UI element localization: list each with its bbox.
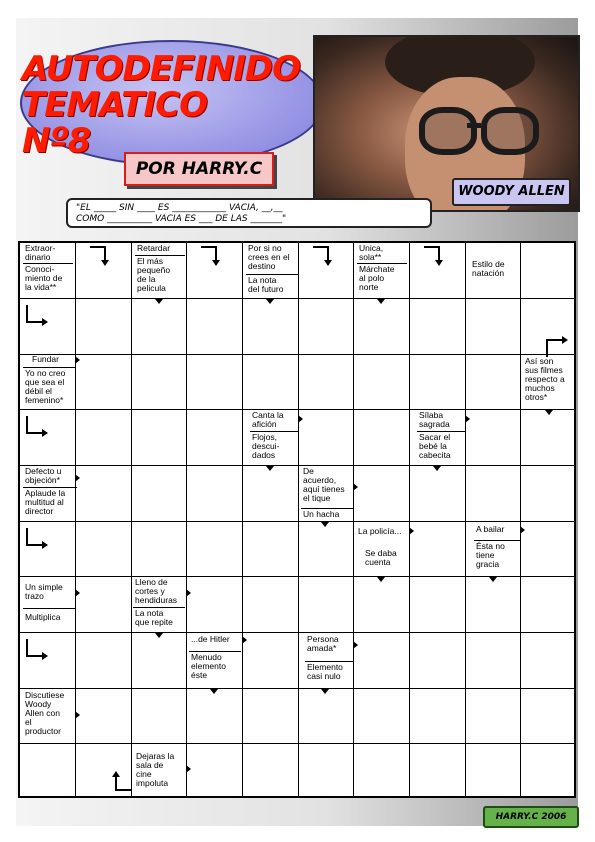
clue-de-hitler: ...de Hitler <box>191 634 230 644</box>
clue-la-policia: La policía... <box>358 526 402 536</box>
quote-line-1: "EL _____ SIN ____ ES ____________ VACIA, __,__ <box>76 203 283 213</box>
arrow-right-icon <box>353 641 358 649</box>
arrow-right-icon <box>75 356 80 364</box>
arrow-right-icon <box>353 483 358 491</box>
arrow-icon <box>115 777 131 791</box>
arrow-right-icon <box>186 589 191 597</box>
arrow-down-icon <box>266 466 274 471</box>
arrow-icon <box>26 416 42 434</box>
author-label: POR HARRY.C <box>124 152 274 186</box>
arrow-right-icon <box>242 636 247 644</box>
footer-signature: HARRY.C 2006 <box>483 806 579 828</box>
arrow-down-icon <box>433 466 441 471</box>
arrow-down-icon <box>377 299 385 304</box>
clue-dejaras-la-sala: Dejaras la sala de cine impoluta <box>136 751 175 788</box>
clue-asi-son: Así son sus filmes respecto a muchos otros* <box>525 356 565 402</box>
clue-nota-futuro: La nota del futuro <box>246 274 298 295</box>
arrow-right-icon <box>75 589 80 597</box>
clue-silaba-sagrada: Sílaba sagrada <box>419 410 450 429</box>
clue-fundar: Fundar <box>32 354 59 364</box>
clue-mas-pequeno: El más pequeño de la pelicula <box>135 255 185 294</box>
arrow-right-icon <box>75 711 80 719</box>
clue-sacar-bebe: Sacar el bebé la cabecita <box>417 431 465 461</box>
arrow-icon <box>313 246 329 260</box>
arrow-down-icon <box>155 633 163 638</box>
clue-persona-amada: Persona amada* <box>307 634 339 653</box>
clue-se-daba-cuenta: Se daba cuenta <box>365 548 397 567</box>
arrow-down-icon <box>545 410 553 415</box>
clue-yo-no-creo: Yo no creo que sea el débil el femenino* <box>23 367 75 406</box>
arrow-down-icon <box>489 577 497 582</box>
arrow-right-icon <box>75 474 80 482</box>
arrow-down-icon <box>155 299 163 304</box>
clue-esta-no-tiene: Ésta no tiene gracia <box>474 540 520 570</box>
photo-caption: WOODY ALLEN <box>452 178 571 206</box>
arrow-icon <box>201 246 217 260</box>
clue-un-hacha: Un hacha <box>301 508 353 520</box>
arrow-down-icon <box>321 689 329 694</box>
clue-defecto: Defecto u objeción* <box>25 466 62 485</box>
arrow-down-icon <box>321 522 329 527</box>
clue-canta-aficion: Canta la afición <box>252 410 284 429</box>
clue-a-bailar: A bailar <box>476 524 505 534</box>
quote-box <box>66 198 432 228</box>
clue-lleno-de-cortes: Lleno de cortes y hendiduras <box>135 577 178 605</box>
clue-de-acuerdo: De acuerdo, aquí tienes el tique <box>303 466 345 503</box>
quote-line-2: COMO __________ VACIA ES ___ DE LAS _______" <box>76 214 287 224</box>
title-line-2: TEMATICO <box>22 85 208 125</box>
arrow-icon <box>26 305 42 323</box>
arrow-right-icon <box>465 415 470 423</box>
clue-multiplica: Multiplica <box>23 608 75 623</box>
clue-un-simple-trazo: Un simple trazo <box>25 582 63 601</box>
clue-flojos: Flojos, descui- dados <box>250 431 298 461</box>
arrow-icon <box>546 339 562 357</box>
arrow-right-icon <box>520 526 525 534</box>
arrow-right-icon <box>409 527 414 535</box>
title-line-3: Nº8 <box>22 121 91 161</box>
arrow-icon <box>90 246 106 260</box>
clue-nota-que-repite: La nota que repite <box>133 607 185 628</box>
arrow-icon <box>26 639 42 657</box>
clue-discutiese: Discutiese Woody Allen con el productor <box>25 690 65 736</box>
clue-extraordinario: Extraor- dinario <box>25 243 56 262</box>
clue-estilo-natacion: Estilo de natación <box>472 259 505 278</box>
arrow-down-icon <box>266 299 274 304</box>
clue-marchate: Márchate al polo norte <box>357 263 407 293</box>
clue-menudo-elemento: Menudo elemento éste <box>189 651 241 681</box>
arrow-icon <box>26 528 42 546</box>
clue-aplaude: Aplaude la multitud al director <box>23 487 77 517</box>
arrow-down-icon <box>377 577 385 582</box>
arrow-down-icon <box>210 689 218 694</box>
clue-elemento-casi-nulo: Elemento casi nulo <box>305 661 353 682</box>
crossword-grid[interactable] <box>18 241 576 798</box>
clue-conocimiento: Conoci- miento de la vida** <box>23 263 73 293</box>
arrow-right-icon <box>186 765 191 773</box>
clue-retardar: Retardar <box>137 243 171 253</box>
clue-por-si-no: Por si no crees en el destino <box>248 243 290 271</box>
arrow-icon <box>424 246 440 260</box>
clue-unica-sola: Unica, sola** <box>359 243 384 262</box>
arrow-right-icon <box>298 415 303 423</box>
title-line-1: AUTODEFINIDO <box>22 49 301 89</box>
